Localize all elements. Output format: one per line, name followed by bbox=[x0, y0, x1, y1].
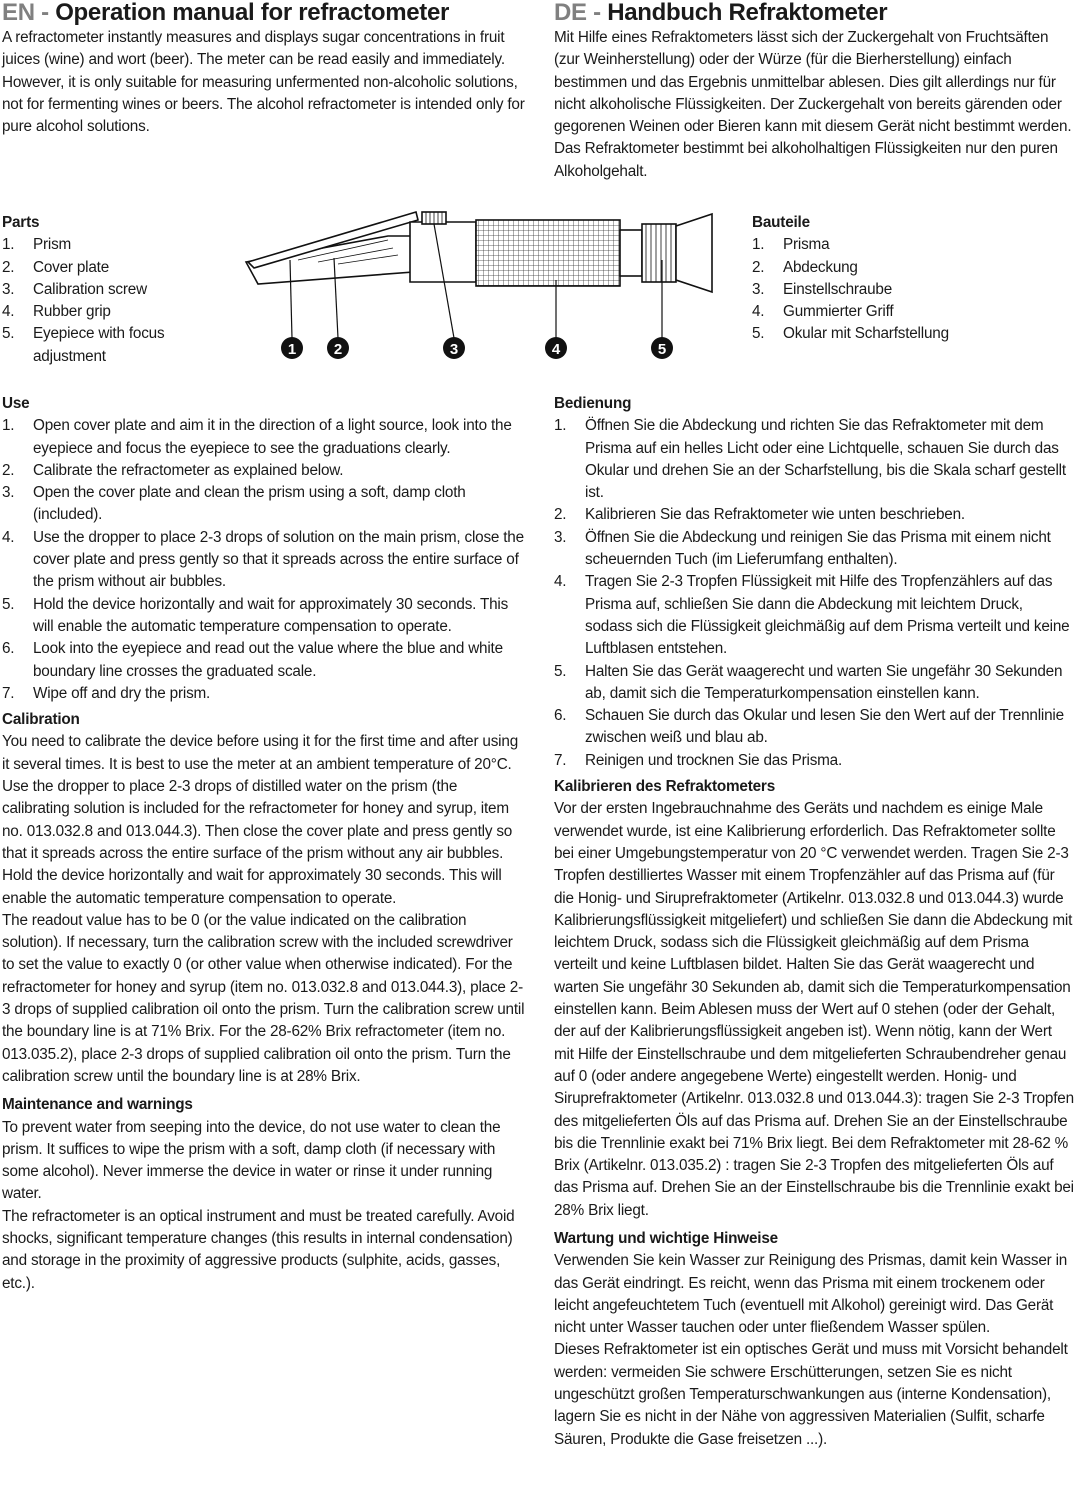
list-item bbox=[752, 323, 1072, 345]
en-parts-list bbox=[2, 234, 232, 368]
item-number: 2. bbox=[752, 258, 765, 276]
en-parts bbox=[2, 212, 232, 368]
list-item bbox=[2, 279, 232, 301]
item-number: 3. bbox=[752, 280, 765, 298]
list-item bbox=[554, 504, 1074, 526]
de-parts bbox=[752, 212, 1072, 346]
item-text: Einstellschraube bbox=[783, 280, 893, 298]
de-parts-list bbox=[752, 234, 1072, 345]
list-item bbox=[2, 415, 527, 460]
item-text: Reinigen und trocknen Sie das Prisma. bbox=[585, 751, 843, 769]
item-text: Use the dropper to place 2-3 drops of solution on the main prism, close the cover plate and press gently so that it spreads across the entire surface of the prism without air bubbles. bbox=[33, 528, 524, 591]
list-item bbox=[554, 571, 1074, 660]
list-item bbox=[2, 460, 527, 482]
svg-text:5: 5 bbox=[657, 341, 667, 358]
refractometer-body bbox=[246, 212, 712, 292]
item-number: 2. bbox=[2, 461, 15, 479]
list-item bbox=[554, 705, 1074, 750]
svg-text:4: 4 bbox=[551, 341, 561, 358]
item-text: Calibration screw bbox=[33, 280, 147, 298]
refractometer-diagram bbox=[238, 200, 728, 370]
german-column bbox=[554, 0, 1074, 183]
de-parts-heading: Bauteile bbox=[752, 214, 810, 231]
en-body bbox=[2, 393, 527, 1295]
en-calibration-heading: Calibration bbox=[2, 711, 80, 729]
item-text: Öffnen Sie die Abdeckung und reinigen Sie das Prisma mit einem nicht scheuernden Tuch (im Lieferumfang enthalten). bbox=[585, 528, 1051, 569]
item-number: 5. bbox=[554, 662, 567, 680]
item-number: 4. bbox=[2, 528, 15, 546]
english-column bbox=[2, 0, 527, 138]
list-item bbox=[2, 257, 232, 279]
en-language-code: EN bbox=[2, 0, 35, 26]
item-text: Prisma bbox=[783, 236, 830, 254]
list-item bbox=[752, 234, 1072, 256]
item-number: 5. bbox=[2, 595, 15, 613]
item-text: Open cover plate and aim it in the direction of a light source, look into the eyepiece and focus the eyepiece to see the graduations clearly. bbox=[33, 417, 512, 457]
list-item bbox=[554, 661, 1074, 706]
de-title: DE - Handbuch Refraktometer bbox=[554, 0, 888, 26]
de-calibration-paragraph-1: Vor der ersten Ingebrauchnahme des Geräts und nachdem es einige Male verwendet wurde, ist eine Kalibrierung erforderlich. Das Refraktometer sollte bei einer Umgebungstemperatur von 20 °C verwendet werden. Tragen Sie 2-3 Tropfen destilliertes Wasser mit einem Tropfenzähler auf das Prisma auf (für die Honig- und Siruprefraktometer (Artikelnr. 013.032.8 und 013.044.3) wurde Kalibrierungsflüssigkeit mitgeliefert) und schließen Sie dann die Abdeckung mit leichtem Druck, sodass sich die Flüssigkeit gleichmäßig auf dem Prisma verteilt und keine Luftblasen bildet. Halten Sie das Gerät waagerecht und warten Sie ungefähr 30 Sekunden ab, damit sich die Temperaturkompensation einstellen kann. Beim Ablesen muss der Wert auf 0 stehen (oder der Gehalt, der auf der Kalibrierungsflüssigkeit angeben ist). Wenn nötig, kann der Wert mit Hilfe der Einstellschraube und dem mitgelieferten Schraubendreher genau auf 0 (oder andere angegebene Werte) eingestellt werden. Honig- und Siruprefraktometer (Artikelnr. 013.032.8 und 013.044.3): tragen Sie 2-3 Tropfen des mitgelieferten Öls auf das Prisma auf. Drehen Sie an der Einstellschraube bis die Trennlinie exakt bei 71% Brix liegt. Bei dem Refraktometer mit 28-62 % Brix (Artikelnr. 013.035.2) : tragen Sie 2-3 Tropfen des mitgelieferten Öls auf das Prisma auf. Drehen Sie an der Einstellschraube bis die Trennlinie exakt bei 28% Brix liegt. bbox=[554, 800, 1074, 1219]
item-text: Abdeckung bbox=[783, 258, 858, 276]
item-text: Hold the device horizontally and wait for approximately 30 seconds. This will enable the automatic temperature compensation to operate. bbox=[33, 595, 509, 635]
item-text: Öffnen Sie die Abdeckung und richten Sie das Refraktometer mit dem Prisma auf ein helles Licht oder eine Lichtquelle, schauen Sie durch das Okular und drehen Sie an der Scharfstellung, bis die Skala scharf gestellt ist. bbox=[585, 417, 1066, 502]
de-title-text: Handbuch Refraktometer bbox=[607, 0, 888, 26]
en-maintenance-paragraph-2: The refractometer is an optical instrument and must be treated carefully. Avoid shocks, significant temperature changes (this results in internal condensation) and storage in the proximity of aggressive products (sulphite, acids, gasses, etc.). bbox=[2, 1207, 515, 1292]
item-number: 7. bbox=[2, 684, 15, 702]
item-number: 6. bbox=[2, 640, 15, 658]
list-item bbox=[2, 482, 527, 527]
svg-text:1: 1 bbox=[287, 341, 297, 358]
item-text: Halten Sie das Gerät waagerecht und warten Sie ungefähr 30 Sekunden ab, damit sich die Temperaturkompensation einstellen kann. bbox=[585, 662, 1063, 702]
de-intro: Mit Hilfe eines Refraktometers lässt sich der Zuckergehalt von Fruchtsäften (zur Weinherstellung) oder der Würze (für die Bierherstellung) einfach bestimmen und das Ergebnis unmittelbar ablesen. Dies gilt allerdings nur für nicht alkoholische Flüssigkeiten. Der Zuckergehalt von bereits gärenden oder gegorenen Weinen oder Bieren kann mit diesem Gerät nicht bestimmt werden. Das Refraktometer bestimmt bei alkoholhaltigen Flüssigkeiten nur den puren Alkoholgehalt. bbox=[554, 29, 1072, 180]
en-use-list bbox=[2, 415, 527, 705]
en-calibration-paragraph-2: The readout value has to be 0 (or the value indicated on the calibration solution). If necessary, turn the calibration screw with the included screwdriver to set the value to exactly 0 (or other value when otherwise indicated). For the refractometer for honey and syrup (item no. 013.032.8 and 013.044.3), place 2-3 drops of supplied calibration oil onto the prism. Turn the calibration screw until the boundary line is at 71% Brix. For the 28-62% Brix refractometer (item no. 013.035.2), place 2-3 drops of supplied calibration oil onto the prism. Turn the calibration screw until the boundary line is at 28% Brix. bbox=[2, 911, 525, 1085]
item-text: Calibrate the refractometer as explained below. bbox=[33, 461, 344, 479]
en-title-text: Operation manual for refractometer bbox=[55, 0, 450, 26]
en-calibration-paragraph-1: You need to calibrate the device before using it for the first time and after using it several times. It is best to use the meter at an ambient temperature of 20°C. Use the dropper to place 2-3 drops of distilled water on the prism (the calibrating solution is included for the refractometer for honey and syrup, item no. 013.032.8 and 013.044.3). Then close the cover plate and press gently so that it spreads across the entire surface of the prism without any air bubbles. Hold the device horizontally and wait for approximately 30 seconds. This will enable the automatic temperature compensation to operate. bbox=[2, 733, 518, 907]
callout-4 bbox=[545, 337, 567, 359]
list-item bbox=[2, 234, 232, 256]
de-use-heading: Bedienung bbox=[554, 395, 632, 412]
item-number: 1. bbox=[752, 236, 765, 254]
list-item bbox=[752, 301, 1072, 323]
item-number: 4. bbox=[752, 303, 765, 321]
item-number: 6. bbox=[554, 707, 567, 725]
item-text: Tragen Sie 2-3 Tropfen Flüssigkeit mit Hilfe des Tropfenzählers auf das Prisma auf, schließen Sie dann die Abdeckung mit leichtem Druck, sodass sich die Flüssigkeit gleichmäßig auf dem Prisma verteilt und keine Luftblasen entstehen. bbox=[585, 573, 1070, 658]
svg-text:3: 3 bbox=[449, 341, 459, 358]
svg-text:2: 2 bbox=[333, 341, 343, 358]
item-text: Kalibrieren Sie das Refraktometer wie unten beschrieben. bbox=[585, 506, 965, 524]
item-number: 4. bbox=[2, 303, 15, 321]
item-number: 1. bbox=[554, 417, 567, 435]
item-number: 1. bbox=[2, 417, 15, 435]
item-text: Prism bbox=[33, 236, 72, 254]
list-item bbox=[2, 683, 527, 705]
list-item bbox=[2, 638, 527, 683]
list-item bbox=[554, 527, 1074, 572]
callout-1 bbox=[281, 337, 303, 359]
item-number: 7. bbox=[554, 751, 567, 769]
de-language-code: DE bbox=[554, 0, 587, 26]
list-item bbox=[752, 279, 1072, 301]
item-number: 2. bbox=[554, 506, 567, 524]
callout-5 bbox=[651, 337, 673, 359]
item-number: 2. bbox=[2, 258, 15, 276]
item-number: 5. bbox=[752, 325, 765, 343]
de-use-list bbox=[554, 415, 1074, 772]
list-item bbox=[554, 750, 1074, 772]
item-text: Look into the eyepiece and read out the value where the blue and white boundary line crosses the graduated scale. bbox=[33, 640, 503, 680]
item-text: Wipe off and dry the prism. bbox=[33, 684, 211, 702]
item-text: Cover plate bbox=[33, 258, 110, 276]
callouts bbox=[281, 337, 673, 359]
callout-2 bbox=[327, 337, 349, 359]
list-item bbox=[554, 415, 1074, 504]
en-intro: A refractometer instantly measures and displays sugar concentrations in fruit juices (wine) and wort (beer). The meter can be read easily and immediately. However, it is only suitable for measuring unfermented non-alcoholic solutions, not for fermenting wines or beers. The alcohol refractometer is intended only for pure alcohol solutions. bbox=[2, 29, 525, 136]
de-maintenance-heading: Wartung und wichtige Hinweise bbox=[554, 1229, 778, 1247]
rubber-grip bbox=[476, 220, 620, 286]
item-number: 1. bbox=[2, 236, 15, 254]
item-text: Eyepiece with focus adjustment bbox=[33, 325, 165, 365]
item-text: Okular mit Scharfstellung bbox=[783, 325, 949, 343]
en-use-heading: Use bbox=[2, 395, 30, 412]
list-item bbox=[2, 323, 193, 368]
en-maintenance-heading: Maintenance and warnings bbox=[2, 1096, 193, 1114]
item-text: Gummierter Griff bbox=[783, 303, 894, 321]
en-title: EN - Operation manual for refractometer bbox=[2, 0, 450, 26]
de-maintenance-paragraph-1: Verwenden Sie kein Wasser zur Reinigung des Prismas, damit kein Wasser in das Gerät eindringt. Es reicht, wenn das Prisma mit einem trockenem oder leicht angefeuchtetem Tuch (eventuell mit Alkohol) gereinigt wird. Das Gerät nicht unter Wasser tauchen oder unter fließendem Wasser spülen. bbox=[554, 1252, 1068, 1337]
item-number: 4. bbox=[554, 573, 567, 591]
list-item bbox=[2, 301, 232, 323]
item-text: Open the cover plate and clean the prism using a soft, damp cloth (included). bbox=[33, 484, 466, 524]
de-calibration-heading: Kalibrieren des Refraktometers bbox=[554, 778, 775, 796]
callout-3 bbox=[443, 337, 465, 359]
de-body bbox=[554, 393, 1074, 1451]
list-item bbox=[752, 257, 1072, 279]
item-number: 3. bbox=[2, 484, 15, 502]
item-number: 3. bbox=[2, 280, 15, 298]
item-text: Rubber grip bbox=[33, 303, 111, 321]
en-parts-heading: Parts bbox=[2, 214, 40, 231]
item-text: Schauen Sie durch das Okular und lesen Sie den Wert auf der Trennlinie zwischen weiß und blau ab. bbox=[585, 707, 1064, 747]
de-maintenance-paragraph-2: Dieses Refraktometer ist ein optisches Gerät und muss mit Vorsicht behandelt werden: vermeiden Sie schwere Erschütterungen, setzen Sie es nicht ungeschützt großen Temperaturschwankungen aus (interne Kondensation), lagern Sie es nicht in der Nähe von aggressiven Materialien (Sulfit, scharfe Säuren, Produkte die Gase freisetzen ...). bbox=[554, 1341, 1068, 1448]
en-maintenance-paragraph-1: To prevent water from seeping into the device, do not use water to clean the prism. It suffices to wipe the prism with a soft, damp cloth (if necessary with some alcohol). Never immerse the device in water or rinse it under running water. bbox=[2, 1118, 501, 1203]
list-item bbox=[2, 527, 527, 594]
item-number: 5. bbox=[2, 325, 15, 343]
list-item bbox=[2, 594, 527, 639]
item-number: 3. bbox=[554, 528, 567, 546]
